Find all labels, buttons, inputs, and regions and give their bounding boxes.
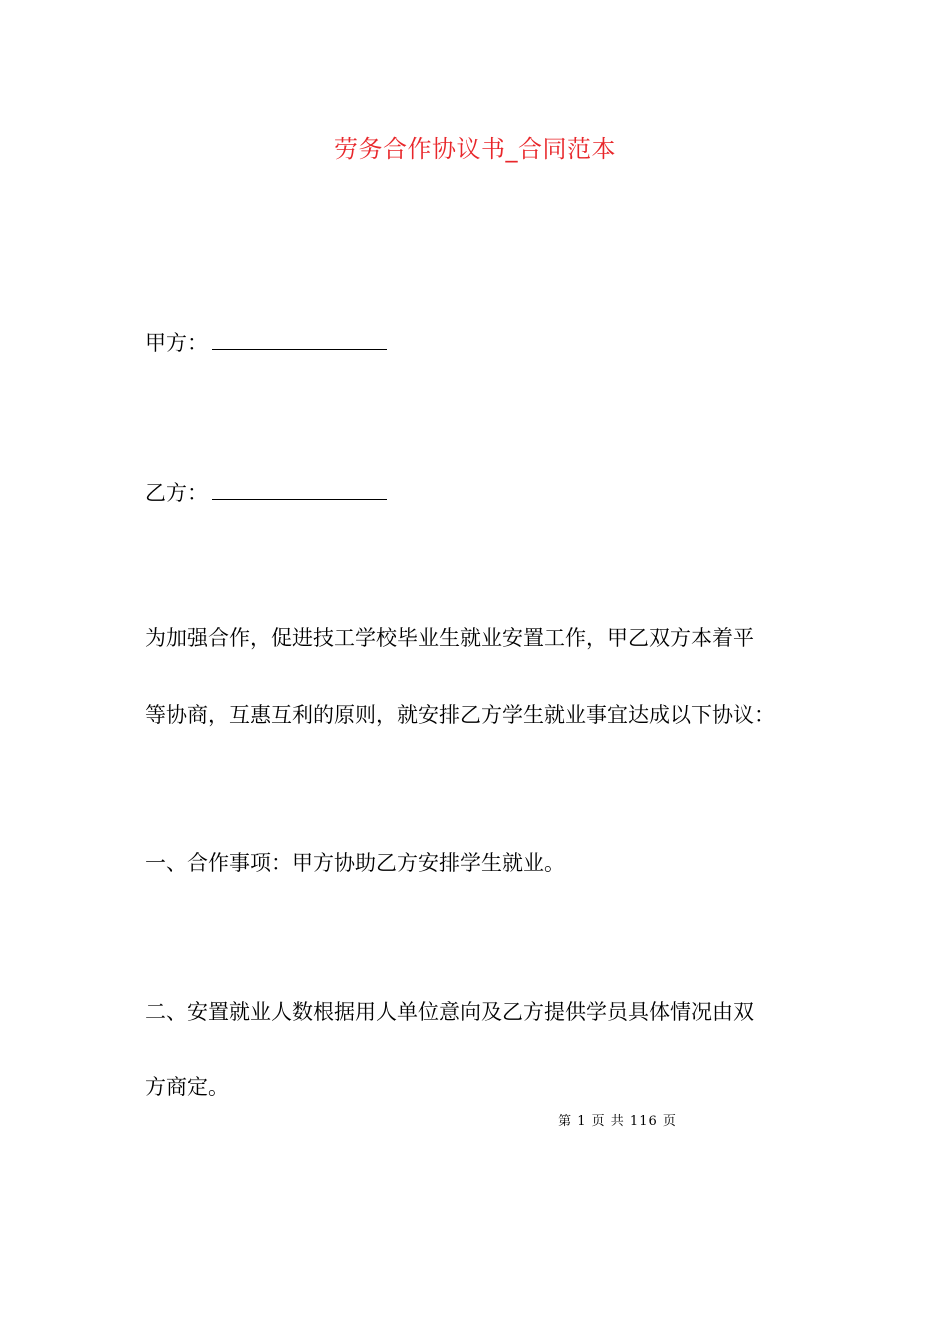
party-a-label: 甲方： [145,331,208,355]
party-b-label: 乙方： [145,481,208,505]
document-title: 劳务合作协议书_合同范本 [334,135,616,163]
paragraph-line: 一、合作事项：甲方协助乙方安排学生就业。 [145,851,565,875]
party-b-blank [212,475,387,500]
party-b-line [145,475,387,508]
paragraph-line: 为加强合作，促进技工学校毕业生就业安置工作，甲乙双方本着平 [145,626,754,650]
paragraph-line: 二、安置就业人数根据用人单位意向及乙方提供学员具体情况由双 [145,1000,754,1024]
party-a-line [145,325,387,358]
page-number-footer: 第 1 页 共 116 页 [558,1114,677,1129]
paragraph-line: 等协商，互惠互利的原则，就安排乙方学生就业事宜达成以下协议： [145,703,775,727]
paragraph-line: 方商定。 [145,1075,229,1099]
party-a-blank [212,325,387,350]
